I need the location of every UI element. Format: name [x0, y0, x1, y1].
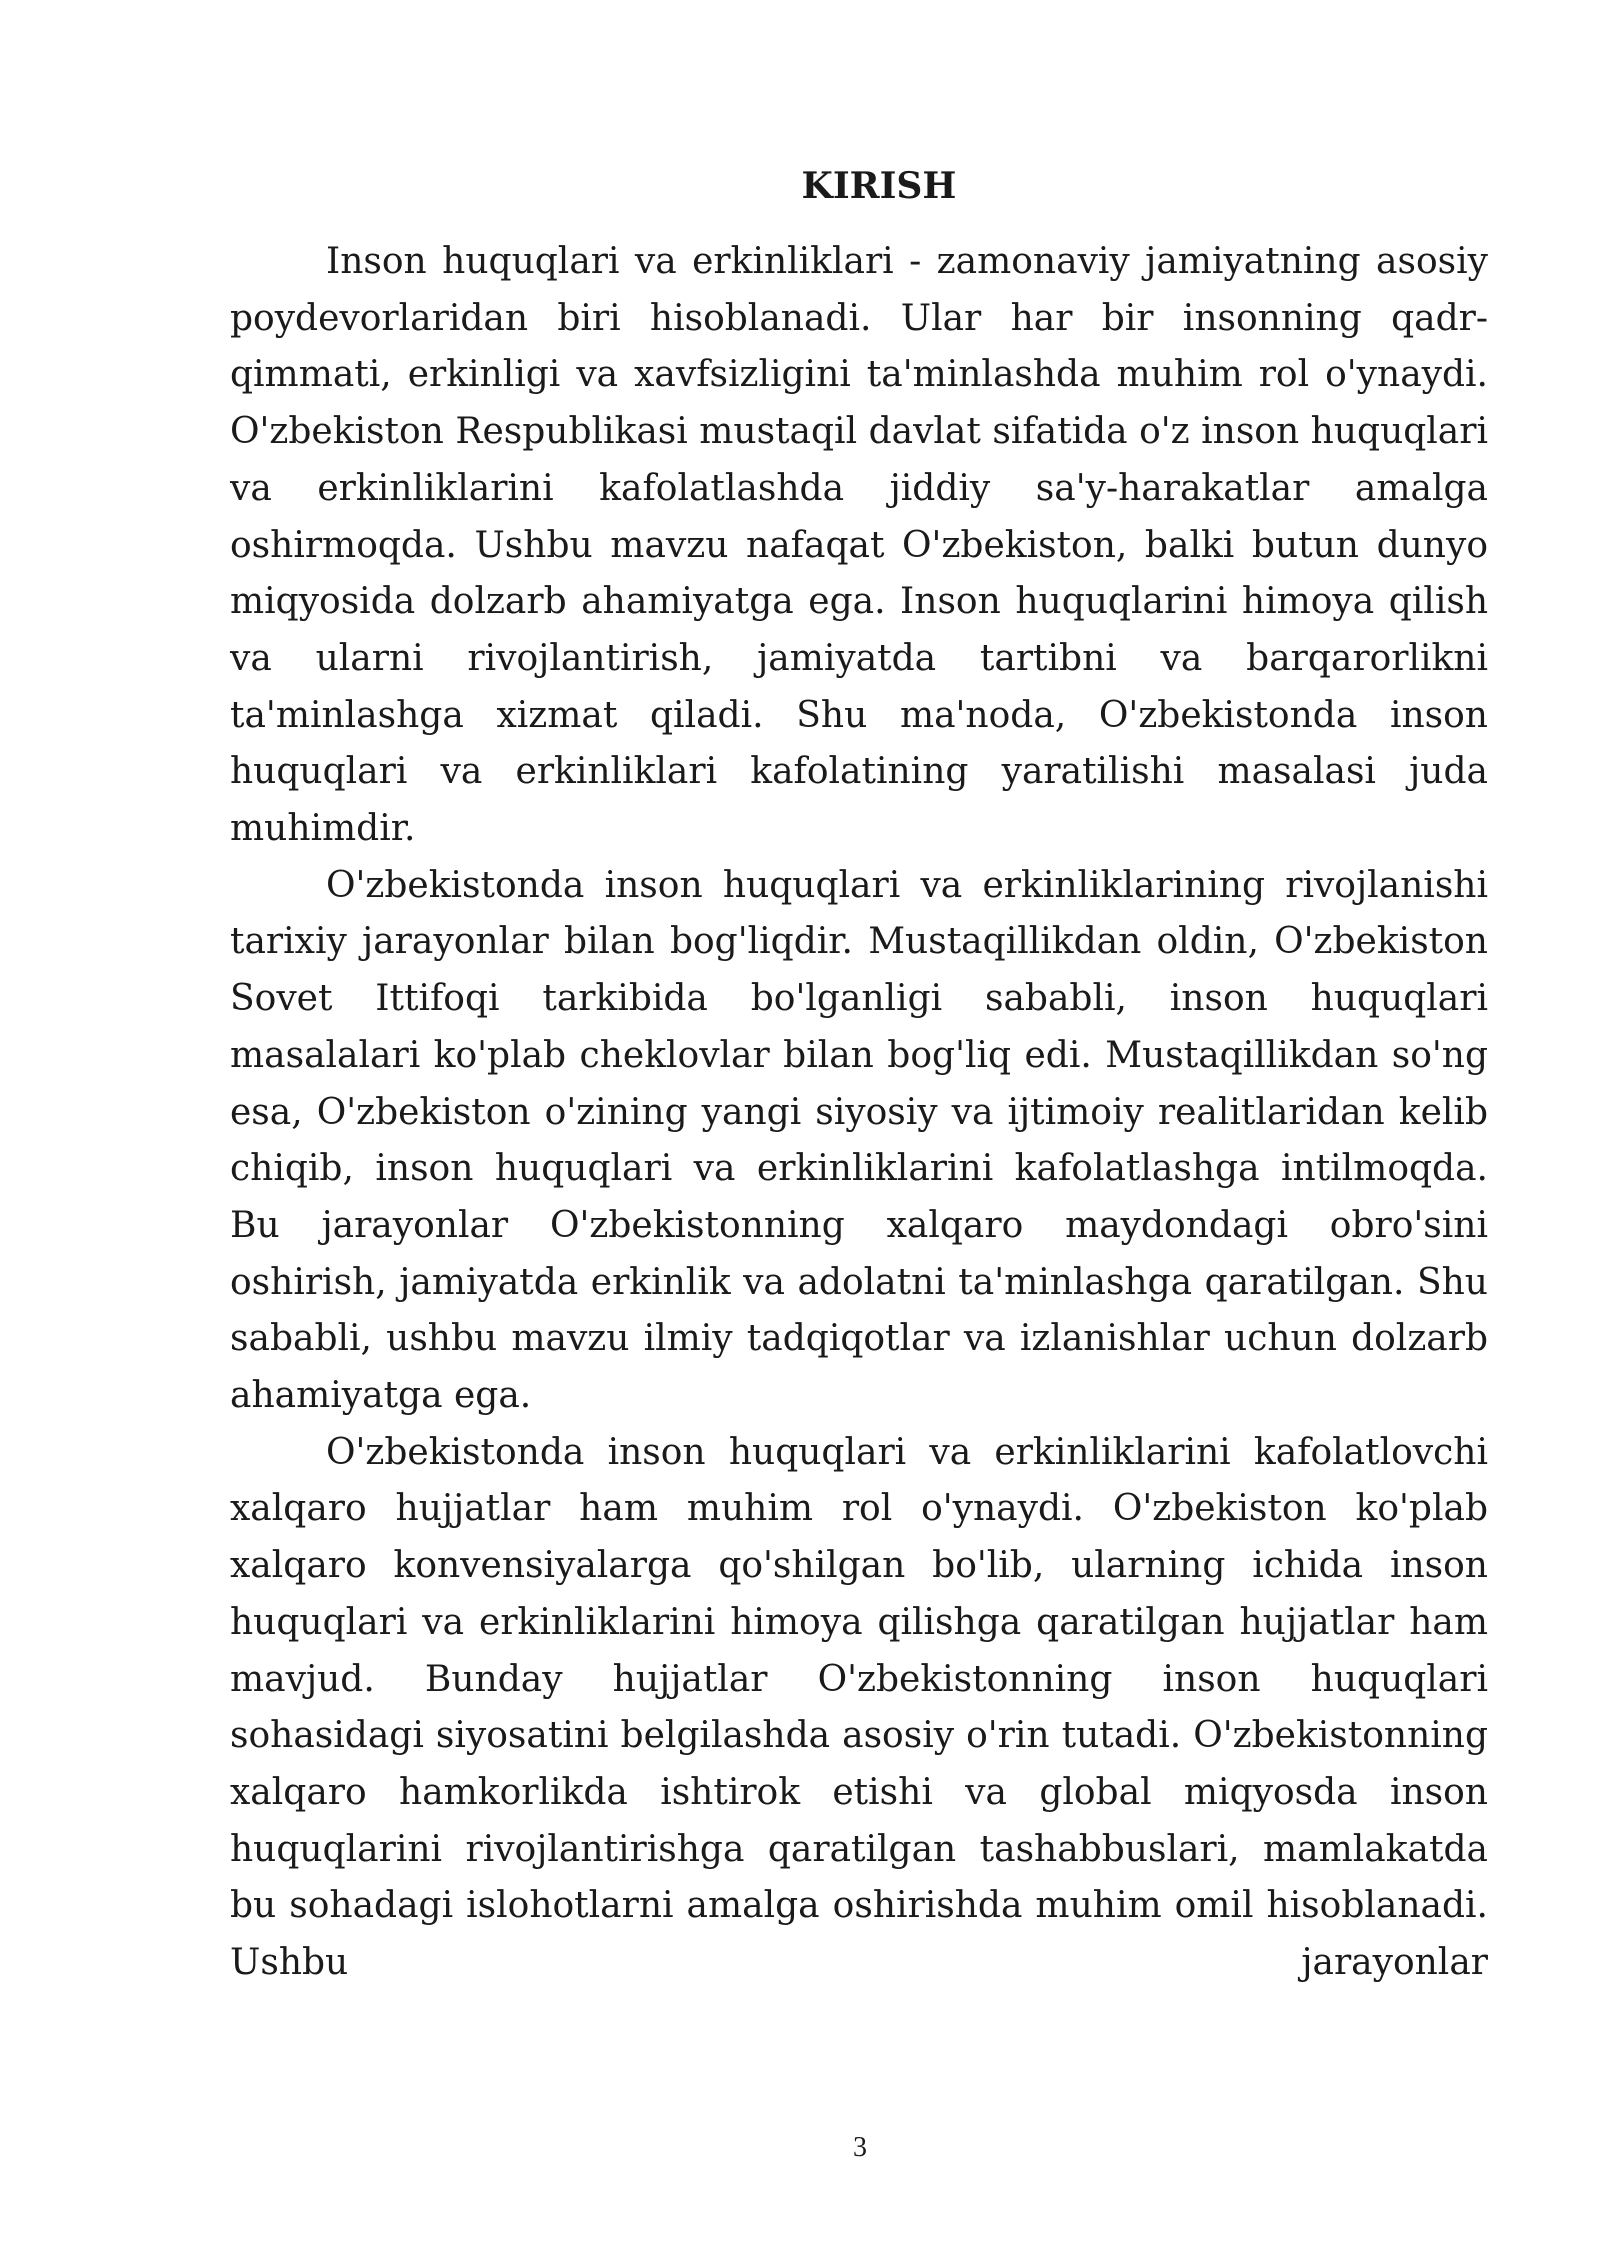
page-number: 3 [853, 2132, 867, 2163]
document-page [230, 0, 1488, 1992]
section-title: KIRISH [801, 165, 957, 207]
paragraph-3: O'zbekistonda inson huquqlari va erkinliklarini kafolatlovchi xalqaro hujjatlar ham muhim rol o'ynaydi. O'zbekiston ko'plab xalqaro konvensiyalarga qo'shilgan bo'lib, ularning ichida inson huquqlari va erkinliklarini himoya qilishga qaratilgan hujjatlar ham mavjud. Bunday hujjatlar O'zbekistonning inson huquqlari sohasidagi siyosatini belgilashda asosiy o'rin tutadi. O'zbekistonning xalqaro hamkorlikda ishtirok etishi va global miqyosda inson huquqlarini rivojlantirishga qaratilgan tashabbuslari, mamlakatda bu sohadagi islohotlarni amalga oshirishda muhim omil hisoblanadi. Ushbu jarayonlar [230, 1431, 1488, 1984]
paragraph-1: Inson huquqlari va erkinliklari - zamonaviy jamiyatning asosiy poydevorlaridan biri hisoblanadi. Ular har bir insonning qadr-qimmati, erkinligi va xavfsizligini ta'minlashda muhim rol o'ynaydi. O'zbekiston Respublikasi mustaqil davlat sifatida o'z inson huquqlari va erkinliklarini kafolatlashda jiddiy sa'y-harakatlar amalga oshirmoqda. Ushbu mavzu nafaqat O'zbekiston, balki butun dunyo miqyosida dolzarb ahamiyatga ega. Inson huquqlarini himoya qilish va ularni rivojlantirish, jamiyatda tartibni va barqarorlikni ta'minlashga xizmat qiladi. Shu ma'noda, O'zbekistonda inson huquqlari va erkinliklari kafolatining yaratilishi masalasi juda muhimdir. [230, 241, 1488, 850]
paragraph-2: O'zbekistonda inson huquqlari va erkinliklarining rivojlanishi tarixiy jarayonlar bilan bog'liqdir. Mustaqillikdan oldin, O'zbekiston Sovet Ittifoqi tarkibida bo'lganligi sababli, inson huquqlari masalalari ko'plab cheklovlar bilan bog'liq edi. Mustaqillikdan so'ng esa, O'zbekiston o'zining yangi siyosiy va ijtimoiy realitlaridan kelib chiqib, inson huquqlari va erkinliklarini kafolatlashga intilmoqda. Bu jarayonlar O'zbekistonning xalqaro maydondagi obro'sini oshirish, jamiyatda erkinlik va adolatni ta'minlashga qaratilgan. Shu sababli, ushbu mavzu ilmiy tadqiqotlar va izlanishlar uchun dolzarb ahamiyatga ega. [230, 864, 1488, 1417]
